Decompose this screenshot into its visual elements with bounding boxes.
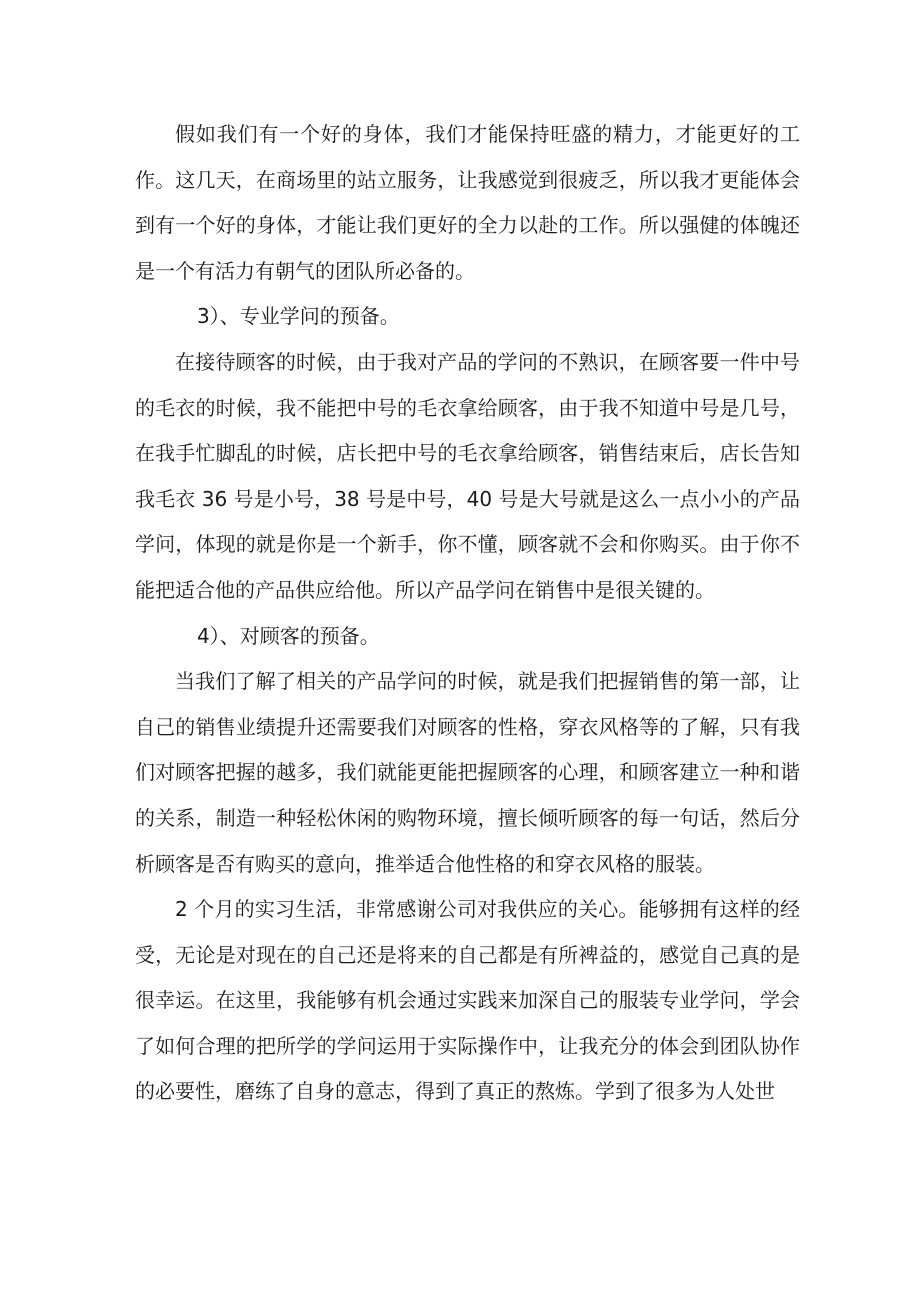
paragraph-customer-preparation: 当我们了解了相关的产品学问的时候，就是我们把握销售的第一部，让自己的销售业绩提升还需要我们对顾客的性格，穿衣风格等的了解，只有我们对顾客把握的越多，我们就能更能把握顾客的心理，和顾客建立一种和谐的关系，制造一种轻松休闲的购物环境，擅长倾听顾客的每一句话，然后分析顾客是否有购买的意向，推举适合他性格的和穿衣风格的服装。 bbox=[135, 669, 800, 876]
section-heading-customer-preparation: 4）、对顾客的预备。 bbox=[197, 623, 380, 648]
paragraph-internship-summary: 2 个月的实习生活，非常感谢公司对我供应的关心。能够拥有这样的经受，无论是对现在的自己还是将来的自己都是有所裨益的，感觉自己真的是很幸运。在这里，我能够有机会通过实践来加深自己的服装专业学问，学会了如何合理的把所学的学问运用于实际操作中，让我充分的体会到团队协作的必要性，磨练了自身的意志，得到了真正的熬炼。学到了很多为人处世 bbox=[135, 897, 800, 1104]
section-heading-product-knowledge: 3）、专业学问的预备。 bbox=[197, 304, 400, 329]
paragraph-health: 假如我们有一个好的身体，我们才能保持旺盛的精力，才能更好的工作。这几天，在商场里的站立服务，让我感觉到很疲乏，所以我才更能体会到有一个好的身体，才能让我们更好的全力以赴的工作。所以强健的体魄还是一个有活力有朝气的团队所必备的。 bbox=[135, 122, 800, 283]
document-body bbox=[135, 112, 800, 1115]
paragraph-product-knowledge: 在接待顾客的时候，由于我对产品的学问的不熟识，在顾客要一件中号的毛衣的时候，我不能把中号的毛衣拿给顾客，由于我不知道中号是几号，在我手忙脚乱的时候，店长把中号的毛衣拿给顾客，销售结束后，店长告知我毛衣 36 号是小号，38 号是中号，40 号是大号就是这么一点小小的产品学问，体现的就是你是一个新手，你不懂，顾客就不会和你购买。由于你不能把适合他的产品供应给他。所以产品学问在销售中是很关键的。 bbox=[135, 349, 800, 602]
